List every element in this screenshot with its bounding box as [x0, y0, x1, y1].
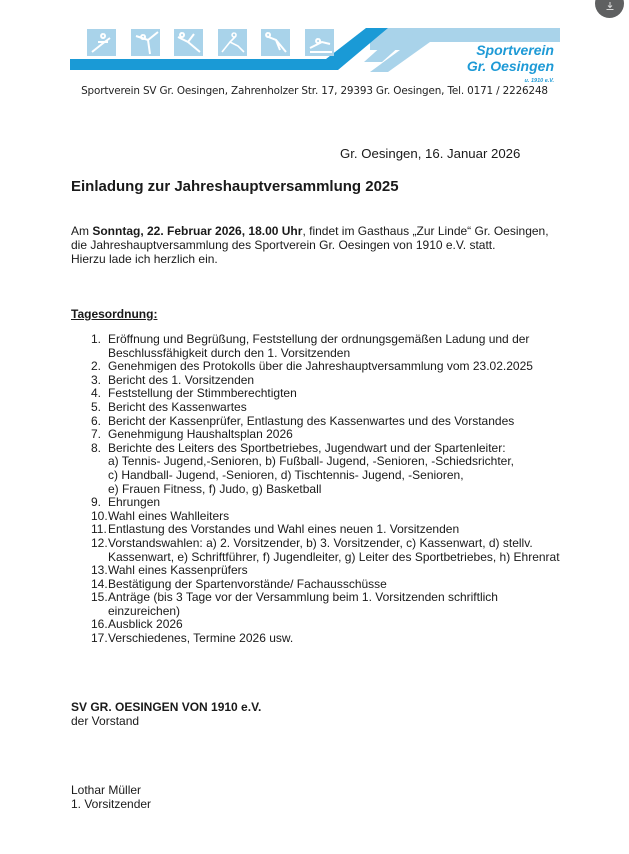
signature-organization: SV GR. OESINGEN VON 1910 e.V.	[71, 700, 262, 714]
club-name-line1: Sportverein	[476, 42, 554, 58]
intro-line-1	[71, 224, 549, 238]
agenda-item-line: Kassenwart, e) Schriftführer, f) Jugendleiter, g) Leiter des Sportbetriebes, h) Ehrenrat	[108, 549, 560, 564]
agenda-item-line: Eröffnung und Begrüßung, Feststellung der ordnungsgemäßen Ladung und der	[108, 332, 530, 346]
agenda-item-line: Bestätigung der Spartenvorstände/ Fachausschüsse	[108, 576, 387, 591]
sport-icon-tiles	[87, 29, 334, 56]
agenda-item-line: Wahl eines Kassenprüfers	[108, 563, 248, 578]
agenda-item-number: 7.	[91, 427, 102, 442]
agenda-item-line: Berichte des Leiters des Sportbetriebes, Jugendwart und der Spartenleiter:	[108, 440, 506, 455]
soccer-player-icon	[87, 29, 116, 56]
agenda-item-number: 11.	[91, 522, 107, 537]
signature-department: der Vorstand	[71, 714, 140, 728]
agenda-item-line: Feststellung der Stimmberechtigten	[108, 386, 297, 401]
agenda-item-text	[108, 591, 571, 618]
agenda-item-text	[108, 401, 571, 415]
agenda-item-line: Bericht der Kassenprüfer, Entlastung des Kassenwartes und des Vorstandes	[108, 413, 515, 428]
agenda-item-text	[108, 442, 571, 496]
agenda-item	[91, 360, 571, 374]
agenda-item	[91, 387, 571, 401]
handball-player-icon	[174, 29, 203, 56]
letter-title: Einladung zur Jahreshauptversammlung 2025	[71, 178, 399, 195]
agenda-item-number: 2.	[91, 359, 102, 374]
agenda-item-line: Genehmigen des Protokolls über die Jahreshauptversammlung vom 23.02.2025	[108, 359, 533, 374]
agenda-item	[91, 510, 571, 524]
agenda-item-line: Anträge (bis 3 Tage vor der Versammlung beim 1. Vorsitzenden schriftlich	[108, 590, 498, 605]
swimmer-icon	[305, 29, 334, 56]
agenda-item	[91, 333, 571, 360]
letterhead-address: Sportverein SV Gr. Oesingen, Zahrenholzer Str. 17, 29393 Gr. Oesingen, Tel. 0171 / 2226248	[81, 85, 548, 97]
intro-line-3: Hierzu lade ich herzlich ein.	[71, 252, 218, 266]
agenda-item-number: 13.	[91, 563, 108, 578]
signature-role: 1. Vorsitzender	[71, 797, 152, 811]
agenda-item	[91, 537, 571, 564]
agenda-item-text	[108, 360, 571, 374]
agenda-item	[91, 415, 571, 429]
agenda-item-number: 10.	[91, 508, 108, 523]
agenda-item	[91, 496, 571, 510]
judo-icon	[218, 29, 247, 56]
agenda-list	[91, 333, 571, 646]
club-founded: u. 1910 e.V.	[524, 78, 554, 84]
agenda-item-text	[108, 578, 571, 592]
agenda-heading: Tagesordnung:	[71, 307, 158, 321]
agenda-item-line: Beschlussfähigkeit durch den 1. Vorsitzenden	[108, 345, 351, 360]
signature-name: Lothar Müller	[71, 783, 142, 797]
agenda-item-line: Ausblick 2026	[108, 617, 183, 632]
club-logo	[70, 22, 560, 84]
agenda-item-text	[108, 523, 571, 537]
agenda-item-text	[108, 496, 571, 510]
tennis-player-icon	[261, 29, 290, 56]
agenda-item-number: 6.	[91, 413, 102, 428]
agenda-item-number: 8.	[91, 440, 102, 455]
agenda-item-number: 4.	[91, 386, 102, 401]
agenda-item-text	[108, 510, 571, 524]
agenda-item	[91, 442, 571, 496]
agenda-item-line: Bericht des 1. Vorsitzenden	[108, 372, 255, 387]
intro-suffix: , findet im Gasthaus „Zur Linde“ Gr. Oesingen,	[302, 224, 549, 238]
agenda-item-text	[108, 333, 571, 360]
agenda-item-line: Vorstandswahlen: a) 2. Vorsitzender, b) 3. Vorsitzender, c) Kassenwart, d) stellv.	[108, 535, 533, 550]
agenda-item-number: 12.	[91, 535, 108, 550]
intro-line-2: die Jahreshauptversammlung des Sportverein Gr. Oesingen von 1910 e.V. statt.	[71, 238, 496, 252]
agenda-item-line: Bericht des Kassenwartes	[108, 399, 247, 414]
agenda-item-line: einzureichen)	[108, 603, 181, 618]
agenda-item-text	[108, 415, 571, 429]
agenda-item-text	[108, 428, 571, 442]
agenda-item-line: Wahl eines Wahlleiters	[108, 508, 230, 523]
agenda-item	[91, 564, 571, 578]
agenda-item-text	[108, 374, 571, 388]
agenda-item-text	[108, 387, 571, 401]
agenda-item-number: 1.	[91, 332, 102, 346]
agenda-item-line: Ehrungen	[108, 495, 161, 510]
download-button[interactable]	[595, 0, 624, 18]
agenda-item-number: 5.	[91, 399, 102, 414]
agenda-item-line: e) Frauen Fitness, f) Judo, g) Basketball	[108, 481, 322, 496]
agenda-item-line: c) Handball- Jugend, -Senioren, d) Tischtennis- Jugend, -Senioren,	[108, 467, 464, 482]
agenda-item-number: 15.	[91, 590, 108, 605]
place-date: Gr. Oesingen, 16. Januar 2026	[340, 146, 521, 161]
download-icon	[605, 2, 615, 11]
agenda-item-number: 17.	[91, 631, 108, 646]
agenda-item-number: 16.	[91, 617, 108, 632]
agenda-item	[91, 591, 571, 618]
club-name-line2: Gr. Oesingen	[466, 58, 554, 74]
agenda-item-line: Genehmigung Haushaltsplan 2026	[108, 427, 293, 442]
agenda-item	[91, 428, 571, 442]
agenda-item	[91, 523, 571, 537]
agenda-item-text	[108, 564, 571, 578]
gymnast-icon	[131, 29, 160, 56]
intro-prefix: Am	[71, 224, 93, 238]
agenda-item-number: 14.	[91, 576, 108, 591]
agenda-item-line: a) Tennis- Jugend,-Senioren, b) Fußball- Jugend, -Senioren, -Schiedsrichter,	[108, 454, 514, 469]
agenda-item-text	[108, 618, 571, 632]
agenda-item	[91, 401, 571, 415]
agenda-item-line: Entlastung des Vorstandes und Wahl eines neuen 1. Vorsitzenden	[108, 522, 460, 537]
agenda-item	[91, 374, 571, 388]
agenda-item-number: 9.	[91, 495, 102, 510]
meeting-datetime: Sonntag, 22. Februar 2026, 18.00 Uhr	[92, 224, 303, 238]
agenda-item	[91, 578, 571, 592]
agenda-item-text	[108, 537, 571, 564]
agenda-item-line: Verschiedenes, Termine 2026 usw.	[108, 631, 294, 646]
agenda-item-number: 3.	[91, 372, 102, 387]
agenda-item-text	[108, 632, 571, 646]
agenda-item	[91, 618, 571, 632]
intro-paragraph	[71, 224, 549, 266]
agenda-item	[91, 632, 571, 646]
